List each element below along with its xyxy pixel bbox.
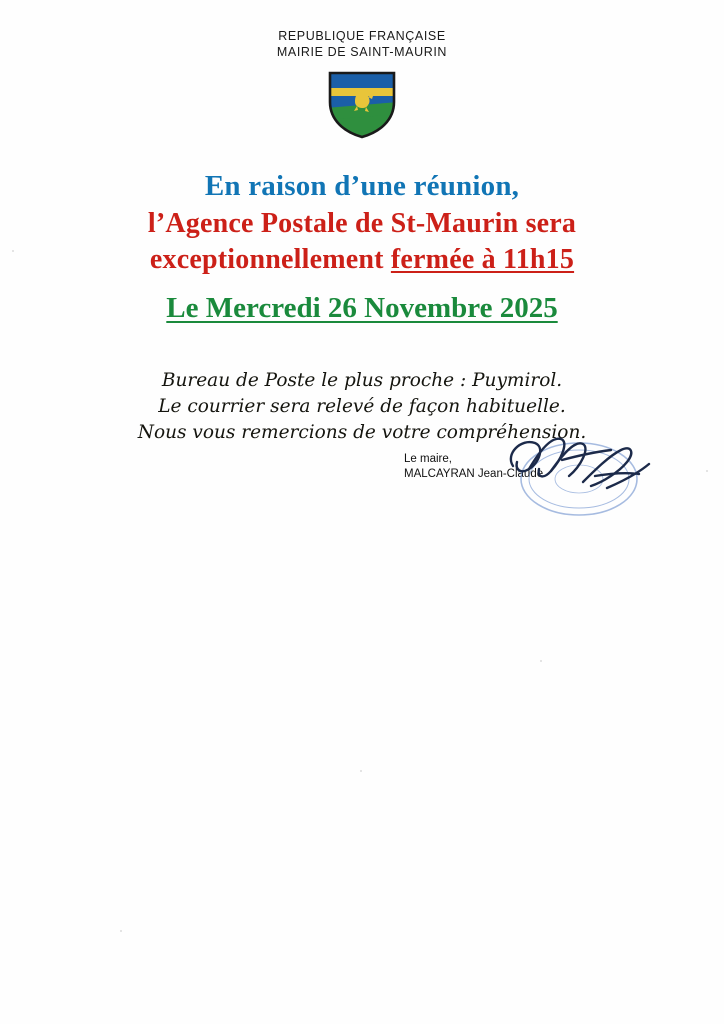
signature-block xyxy=(404,452,704,532)
coat-of-arms-icon xyxy=(326,70,398,140)
scan-speck xyxy=(706,470,708,472)
official-stamp-icon xyxy=(514,440,644,518)
announcement-line-3-emphasis: fermée à 11h15 xyxy=(390,244,575,276)
signature-role: Le maire, xyxy=(404,453,452,465)
header-mairie-line: MAIRIE DE SAINT-MAURIN xyxy=(276,45,448,59)
crest-container xyxy=(0,70,724,140)
announcement-line-3 xyxy=(0,242,724,278)
scan-speck xyxy=(360,770,362,772)
scan-speck xyxy=(12,250,14,252)
body-line-2: Le courrier sera relevé de façon habituelle. xyxy=(158,396,566,418)
header-republic-line: REPUBLIQUE FRANÇAISE xyxy=(278,29,446,43)
announcement-line-2: l’Agence Postale de St-Maurin sera xyxy=(147,207,577,239)
document-header xyxy=(0,0,724,60)
signature-name: MALCAYRAN Jean-Claude xyxy=(404,468,544,480)
body-paragraph xyxy=(0,368,724,446)
body-line-1: Bureau de Poste le plus proche : Puymirol. xyxy=(161,370,563,392)
body-line-3: Nous vous remercions de votre compréhension. xyxy=(137,422,587,444)
announcement-date: Le Mercredi 26 Novembre 2025 xyxy=(166,292,558,325)
announcement-block xyxy=(0,168,724,328)
scan-speck xyxy=(120,930,122,932)
announcement-line-3-prefix: exceptionnellement xyxy=(149,244,391,276)
announcement-line-1: En raison d’une réunion, xyxy=(204,170,520,202)
scan-speck xyxy=(540,660,542,662)
